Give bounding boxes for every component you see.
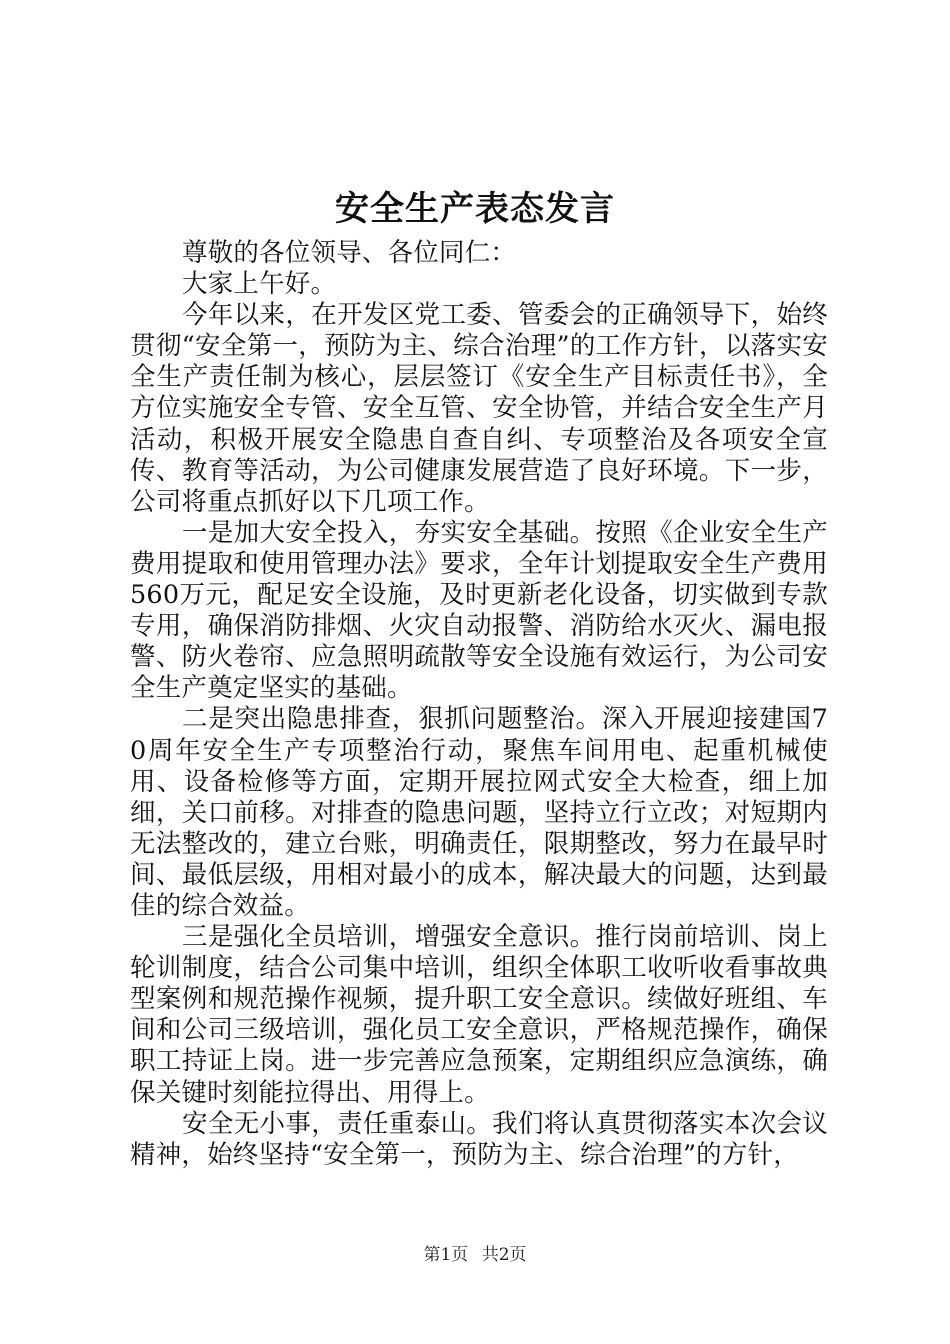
paragraph-intro: 今年以来，在开发区党工委、管委会的正确领导下，始终贯彻“安全第一，预防为主、综合治理”的工作方针，以落实安全生产责任制为核心，层层签订《安全生产目标责任书》，全方位实施安全专管、安全互管、安全协管，并结合安全生产月活动，积极开展安全隐患自查自纠、专项整治及各项安全宣传、教育等活动，为公司健康发展营造了良好环境。下一步，公司将重点抓好以下几项工作。 [130,300,828,517]
greeting: 大家上午好。 [182,269,337,300]
paragraph-point-three: 三是强化全员培训，增强安全意识。推行岗前培训、岗上轮训制度，结合公司集中培训，组织全体职工收听收看事故典型案例和规范操作视频，提升职工安全意识。续做好班组、车间和公司三级培训，强化员工安全意识，严格规范操作，确保职工持证上岗。进一步完善应急预案，定期组织应急演练，确保关键时刻能拉得出、用得上。 [130,922,828,1108]
page-footer [0,1244,950,1266]
document-body [130,238,828,1171]
paragraph-point-one: 一是加大安全投入，夯实安全基础。按照《企业安全生产费用提取和使用管理办法》要求，全年计划提取安全生产费用560万元，配足安全设施，及时更新老化设备，切实做到专款专用，确保消防排烟、火灾自动报警、消防给水灭火、漏电报警、防火卷帘、应急照明疏散等安全设施有效运行，为公司安全生产奠定坚实的基础。 [130,517,828,704]
document-title: 安全生产表态发言 [335,189,615,229]
page-total: 共2页 [481,1245,527,1265]
page-number: 第1页 [423,1245,469,1265]
paragraph-point-two: 二是突出隐患排查，狠抓问题整治。深入开展迎接建国70周年安全生产专项整治行动，聚焦车间用电、起重机械使用、设备检修等方面，定期开展拉网式安全大检查，细上加细，关口前移。对排查的隐患问题，坚持立行立改；对短期内无法整改的，建立台账，明确责任，限期整改，努力在最早时间、最低层级，用相对最小的成本，解决最大的问题，达到最佳的综合效益。 [130,704,828,921]
paragraph-closing: 安全无小事，责任重泰山。我们将认真贯彻落实本次会议精神，始终坚持“安全第一，预防为主、综合治理”的方针， [130,1108,828,1170]
salutation: 尊敬的各位领导、各位同仁： [182,238,517,268]
